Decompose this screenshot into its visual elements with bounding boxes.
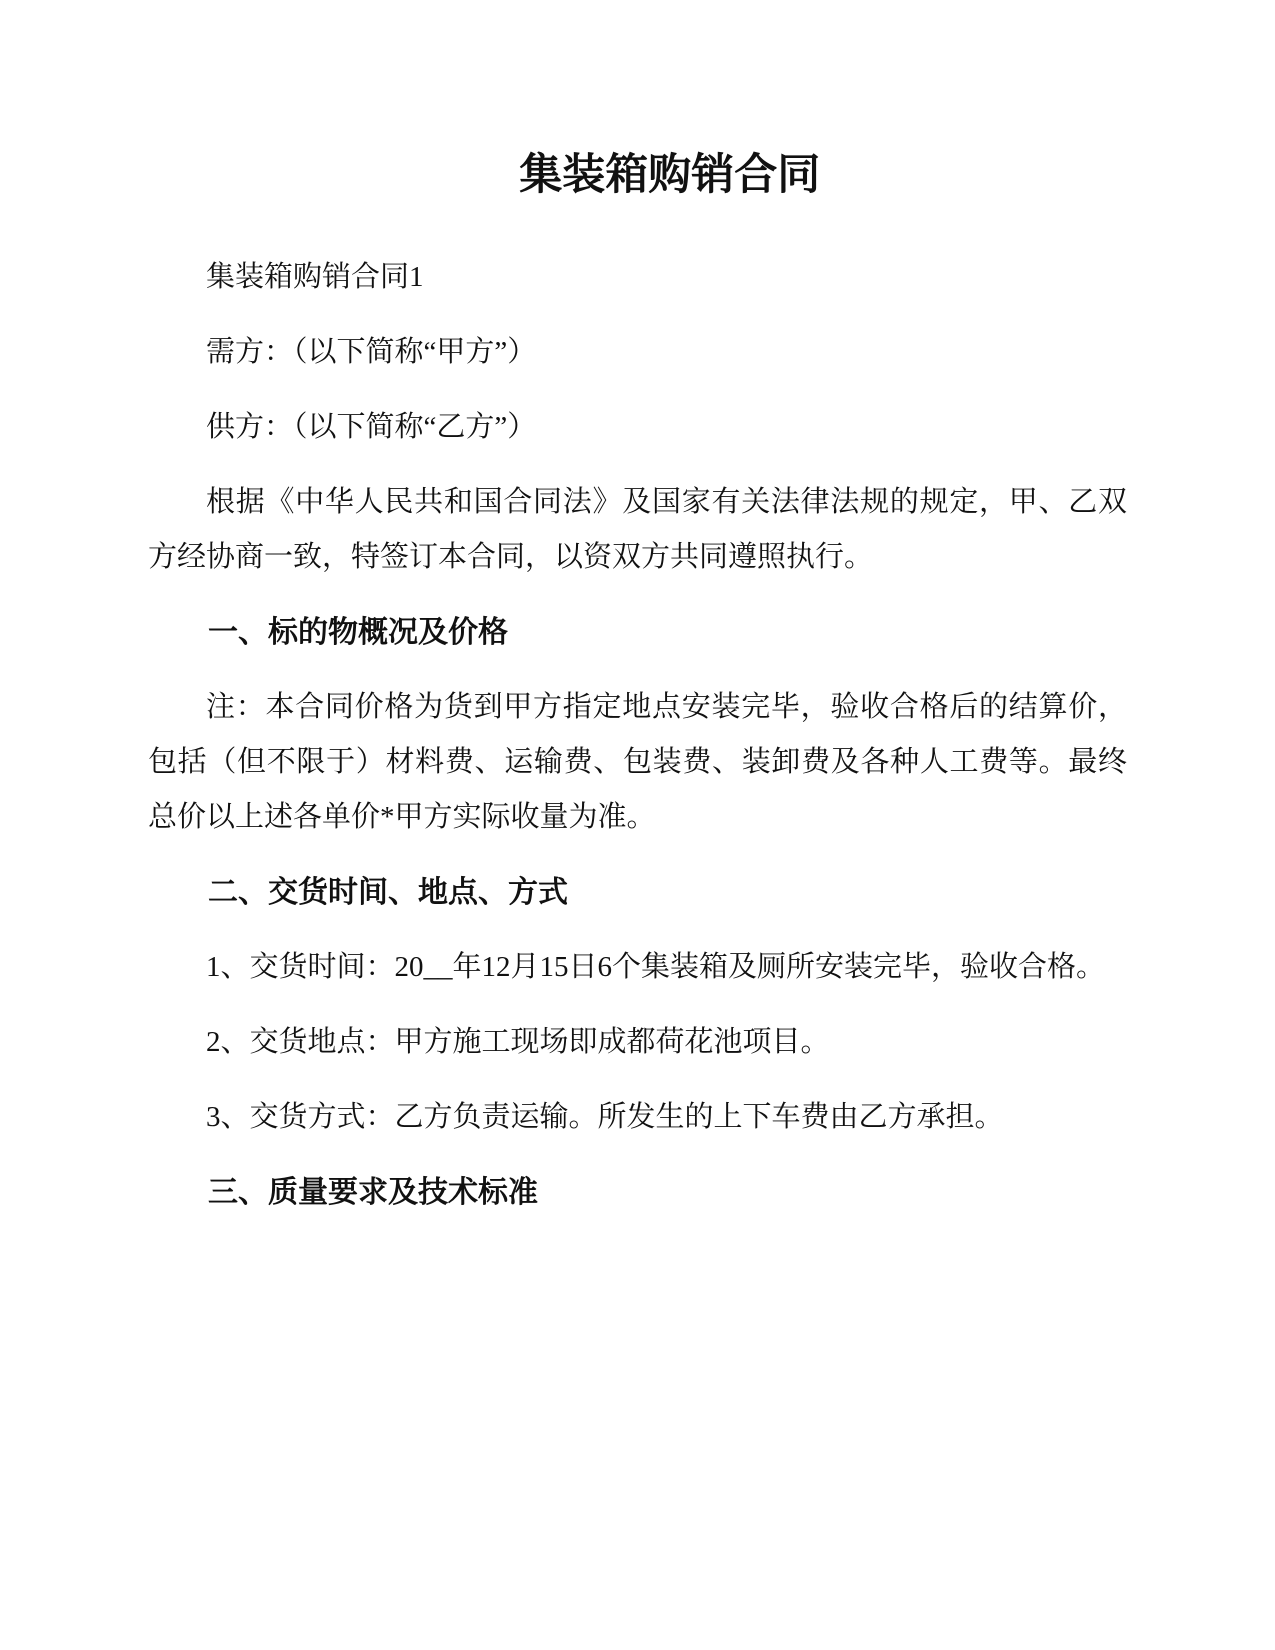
paragraph-document-number: 集装箱购销合同1 — [206, 261, 424, 293]
paragraph-delivery-method: 3、交货方式：乙方负责运输。所发生的上下车费由乙方承担。 — [206, 1101, 1004, 1133]
heading-section-3-quality-standards: 三、质量要求及技术标准 — [208, 1176, 538, 1209]
paragraph-delivery-time: 1、交货时间：20__年12月15日6个集装箱及厕所安装完毕，验收合格。 — [206, 951, 1106, 983]
paragraph-delivery-place: 2、交货地点：甲方施工现场即成都荷花池项目。 — [206, 1026, 830, 1058]
paragraph-preamble: 根据《中华人民共和国合同法》及国家有关法律法规的规定，甲、乙双方经协商一致，特签订本合同，以资双方共同遵照执行。 — [148, 486, 1127, 573]
paragraph-buyer-line: 需方：（以下简称“甲方”） — [206, 336, 537, 368]
paragraph-supplier-line: 供方：（以下简称“乙方”） — [206, 411, 537, 443]
paragraph-price-note: 注：本合同价格为货到甲方指定地点安装完毕，验收合格后的结算价，包括（但不限于）材料费、运输费、包装费、装卸费及各种人工费等。最终总价以上述各单价*甲方实际收量为准。 — [148, 691, 1127, 833]
heading-section-1-subject-and-price: 一、标的物概况及价格 — [208, 616, 508, 649]
document-title: 集装箱购销合同 — [519, 151, 821, 199]
heading-section-2-delivery: 二、交货时间、地点、方式 — [208, 876, 568, 909]
